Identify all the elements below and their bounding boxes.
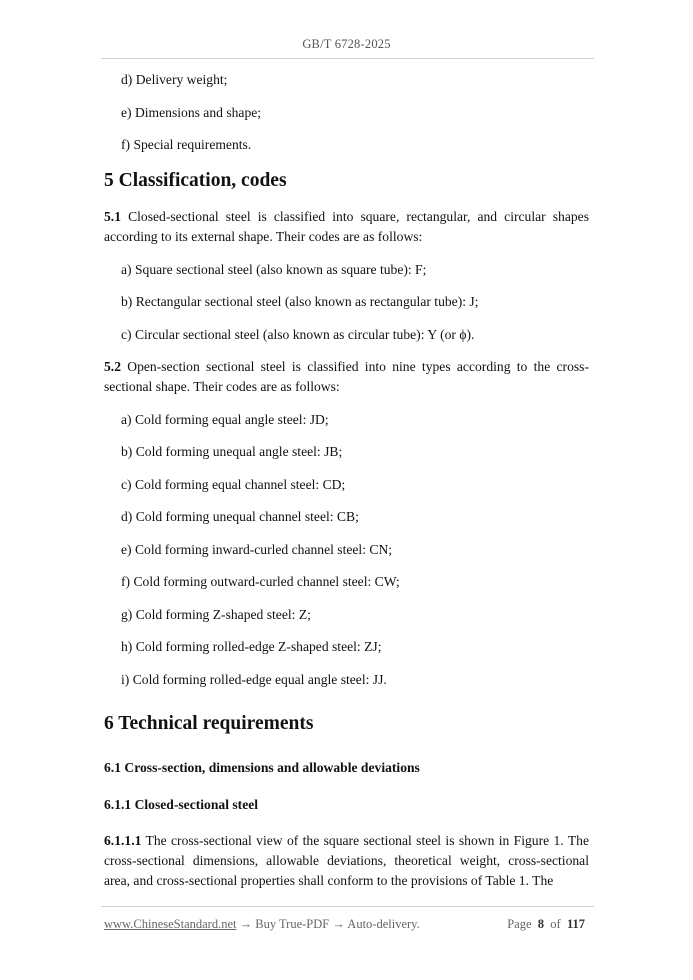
section-heading: 6 Technical requirements [104, 712, 314, 734]
subsubsection-heading: 6.1.1 Closed-sectional steel [104, 797, 259, 813]
of-label: of [550, 917, 561, 931]
page-content [104, 70, 589, 904]
paragraph-text: Closed-sectional steel is classified into square, rectangular, and circular shapes according to its external shape. Their codes are as follows: [104, 209, 589, 245]
paragraph-text: Open-section sectional steel is classified into nine types according to the cross-sectional shape. Their codes are as follows: [104, 359, 589, 395]
list-item: e) Cold forming inward-curled channel steel: CN; [121, 541, 393, 557]
list-item: c) Circular sectional steel (also known as circular tube): Y (or ϕ). [121, 326, 475, 342]
paragraph-text: The cross-sectional view of the square sectional steel is shown in Figure 1. The cross-sectional dimensions, allowable deviations, theoretical weight, cross-sectional area, and cross-sectional properties shall conform to the provisions of Table 1. The [104, 833, 589, 889]
list-item: f) Special requirements. [121, 137, 252, 152]
footer-promo [104, 917, 420, 932]
list-item: g) Cold forming Z-shaped steel: Z; [121, 606, 311, 622]
page-header: GB/T 6728-2025 [302, 37, 391, 51]
website-link[interactable]: www.ChineseStandard.net [104, 917, 237, 931]
list-item: d) Cold forming unequal channel steel: CB; [121, 509, 359, 525]
subsection-heading: 6.1 Cross-section, dimensions and allowable deviations [104, 759, 420, 775]
list-item: e) Dimensions and shape; [121, 104, 262, 120]
paragraph [104, 831, 589, 891]
page-total: 117 [566, 917, 585, 931]
list-item: f) Cold forming outward-curled channel steel: CW; [121, 574, 400, 590]
page-indicator [507, 917, 585, 932]
paragraph [104, 207, 589, 247]
list-item: b) Cold forming unequal angle steel: JB; [121, 444, 343, 460]
paragraph [104, 357, 589, 397]
footer-divider [101, 906, 594, 907]
section-heading: 5 Classification, codes [104, 170, 287, 192]
clause-number: 5.2 [104, 359, 121, 375]
list-item: h) Cold forming rolled-edge Z-shaped steel: ZJ; [121, 639, 382, 655]
clause-number: 5.1 [104, 209, 121, 225]
list-item: a) Cold forming equal angle steel: JD; [121, 411, 329, 427]
list-item: a) Square sectional steel (also known as square tube): F; [121, 261, 427, 277]
list-item: d) Delivery weight; [121, 72, 228, 87]
list-item: b) Rectangular sectional steel (also known as rectangular tube): J; [121, 294, 479, 310]
page-number: 8 [537, 917, 545, 931]
page-label: Page [507, 917, 532, 931]
footer-promo-text: → Buy True-PDF → Auto-delivery. [236, 917, 420, 931]
clause-number: 6.1.1.1 [104, 833, 142, 849]
header-divider [101, 58, 594, 59]
list-item: c) Cold forming equal channel steel: CD; [121, 476, 346, 492]
list-item: i) Cold forming rolled-edge equal angle steel: JJ. [121, 671, 387, 687]
